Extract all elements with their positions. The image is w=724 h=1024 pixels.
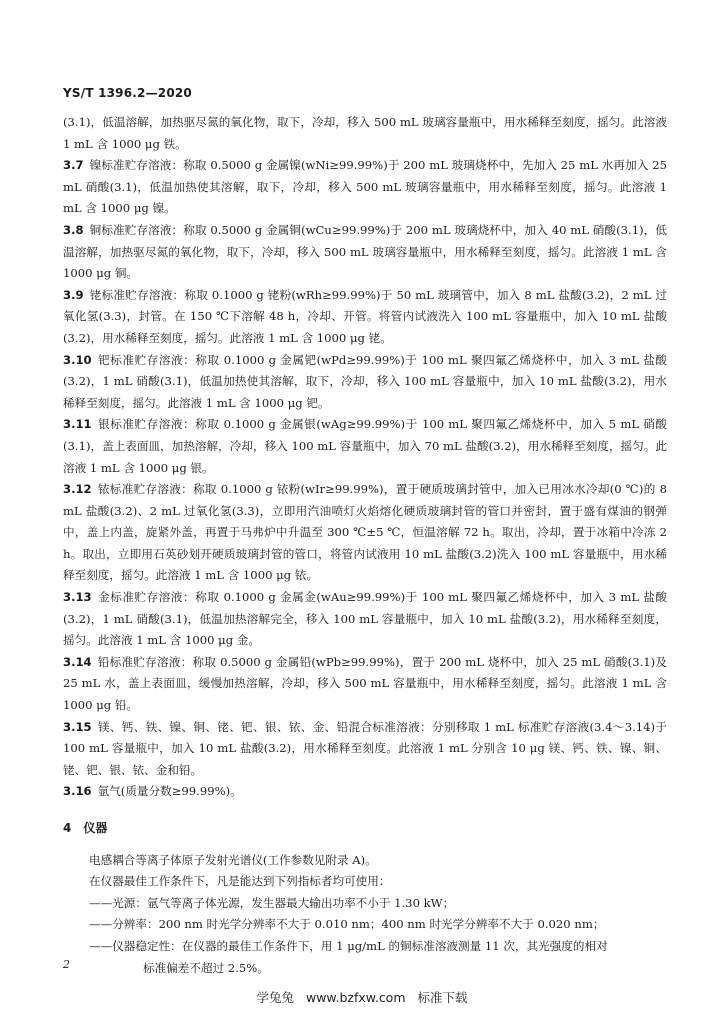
clause-number: 3.12 (63, 482, 92, 497)
clause-text: 铜标准贮存溶液：称取 0.5000 g 金属铜(wCu≥99.99%)于 200 mL 玻璃烧杯中，加入 40 mL 硝酸(3.1)，低温溶解，加热驱尽氮的氧化物，取下，冷却，移入 500 mL 玻璃容量瓶中，用水稀释至刻度，摇匀。此溶液 1 mL 含 1000 μg 铜。 (63, 222, 667, 281)
clause-text: 铱标准贮存溶液：称取 0.1000 g 铱粉(wIr≥99.99%)，置于硬质玻璃封管中，加入已用冰水冷却(0 ℃)的 8 mL 盐酸(3.2)、2 mL 过氧化氢(3.3)，立即用汽油喷灯火焰熔化硬质玻璃封管的管口并密封，置于盛有煤油的钢弹中，盖上内盖，旋紧外盖，再置于马弗炉中升温至 300 ℃±5 ℃，恒温溶解 72 h。取出，冷却，置于冰箱中冷冻 2 h。取出，立即用石英砂划开硬质玻璃封管的管口，将管内试液用 10 mL 盐酸(3.2)洗入 100 mL 容量瓶中，用水稀释至刻度，摇匀。此溶液 1 mL 含 1000 μg 铱。 (63, 482, 667, 583)
page-number: 2 (63, 958, 70, 971)
clause-3-9 (63, 285, 667, 350)
clause-number: 3.8 (63, 222, 84, 237)
clause-text: 铅标准贮存溶液：称取 0.5000 g 金属铅(wPb≥99.99%)，置于 200 mL 烧杯中，加入 25 mL 硝酸(3.1)及 25 mL 水，盖上表面皿，缓慢加热溶解，冷却，移入 500 mL 容量瓶中，用水稀释至刻度，摇匀。此溶液 1 mL 含 1000 μg 铅。 (63, 654, 667, 713)
clause-number: 3.15 (63, 719, 92, 734)
clause-3-16 (63, 781, 667, 803)
clause-number: 3.7 (63, 158, 84, 173)
para-continued: (3.1)，低温溶解，加热驱尽氮的氧化物，取下，冷却，移入 500 mL 玻璃容量瓶中，用水稀释至刻度，摇匀。此溶液 1 mL 含 1000 μg 铁。 (63, 115, 667, 151)
clause-3-12 (63, 479, 667, 587)
clause-3-15 (63, 717, 667, 782)
clause-text: 镁、钙、铁、镍、铜、铑、钯、银、铱、金、铅混合标准溶液：分别移取 1 mL 标准贮存溶液(3.4～3.14)于 100 mL 容量瓶中，加入 10 mL 盐酸(3.2)，用水稀释至刻度。此溶液 1 mL 分别含 10 μg 镁、钙、铁、镍、铜、铑、钯、银、铱、金和铅。 (63, 719, 667, 777)
spec-stability: ——仪器稳定性：在仪器的最佳工作条件下，用 1 μg/mL 的铜标准溶液测量 11 次，其光强度的相对 (89, 938, 608, 953)
clause-3-8 (63, 220, 667, 285)
clause-3-13 (63, 587, 667, 652)
spec-resolution: ——分辨率：200 nm 时光学分辨率不大于 0.010 nm；400 nm 时光学分辨率不大于 0.020 nm； (89, 917, 605, 932)
clause-text: 银标准贮存溶液：称取 0.1000 g 金属银(wAg≥99.99%)于 100 mL 聚四氟乙烯烧杯中，加入 5 mL 硝酸(3.1)，盖上表面皿，加热溶解，冷却，移入 100 mL 容量瓶中，加入 70 mL 盐酸(3.2)，用水稀释至刻度，摇匀。此溶液 1 mL 含 1000 μg 银。 (63, 417, 667, 475)
clause-text: 钯标准贮存溶液：称取 0.1000 g 金属钯(wPd≥99.99%)于 100 mL 聚四氟乙烯烧杯中，加入 3 mL 盐酸(3.2)，1 mL 硝酸(3.1)，低温加热使其溶解，取下，冷却，移入 100 mL 容量瓶中，加入 10 mL 盐酸(3.2)，用水稀释至刻度，摇匀。此溶液 1 mL 含 1000 μg 钯。 (63, 352, 667, 410)
watermark-footer: 学兔兔 www.bzfxw.com 标准下载 (256, 990, 468, 1005)
clause-text: 镍标准贮存溶液：称取 0.5000 g 金属镍(wNi≥99.99%)于 200 mL 玻璃烧杯中，先加入 25 mL 水再加入 25 mL 硝酸(3.1)，低温加热使其溶解，取下，冷却，移入 500 mL 玻璃容量瓶中，用水稀释至刻度，摇匀。此溶液 1 mL 含 1000 μg 镍。 (63, 158, 667, 216)
clause-3-11 (63, 414, 667, 479)
clause-number: 3.11 (63, 417, 92, 432)
section-4-heading (63, 818, 667, 840)
document-body (63, 112, 667, 979)
clause-text: 金标准贮存溶液：称取 0.1000 g 金属金(wAu≥99.99%)于 100 mL 聚四氟乙烯烧杯中，加入 3 mL 盐酸(3.2)，1 mL 硝酸(3.1)，低温加热溶解完全，移入 100 mL 容量瓶中，加入 10 mL 盐酸(3.2)，用水稀释至刻度，摇匀。此溶液 1 mL 含 1000 μg 金。 (63, 590, 667, 648)
clause-text: 铑标准贮存溶液：称取 0.1000 g 铑粉(wRh≥99.99%)于 50 mL 玻璃管中，加入 8 mL 盐酸(3.2)，2 mL 过氧化氢(3.3)，封管。在 150 ℃下溶解 48 h，冷却、开管。将管内试液洗入 100 mL 容量瓶中，加入 10 mL 盐酸(3.2)，用水稀释至刻度，摇匀。此溶液 1 mL 含 1000 μg 铑。 (63, 287, 667, 345)
clause-3-10 (63, 350, 667, 415)
spec-stability-cont: 标准偏差不超过 2.5%。 (143, 960, 269, 975)
section-title: 仪器 (83, 821, 108, 835)
clause-number: 3.13 (63, 590, 92, 605)
clause-3-7 (63, 155, 667, 220)
conditions-para: 在仪器最佳工作条件下，凡是能达到下列指标者均可使用： (89, 874, 391, 889)
spec-light-source: ——光源：氩气等离子体光源，发生器最大输出功率不小于 1.30 kW； (89, 895, 455, 910)
clause-number: 3.14 (63, 654, 92, 669)
clause-number: 3.10 (63, 352, 92, 367)
standard-header: YS/T 1396.2—2020 (63, 86, 192, 100)
clause-number: 3.16 (63, 784, 92, 799)
instrument-para: 电感耦合等离子体原子发射光谱仪(工作参数见附录 A)。 (89, 852, 377, 867)
clause-number: 3.9 (63, 287, 84, 302)
section-number: 4 (63, 821, 72, 835)
clause-text: 氩气(质量分数≥99.99%)。 (97, 784, 242, 799)
clause-3-14 (63, 652, 667, 717)
